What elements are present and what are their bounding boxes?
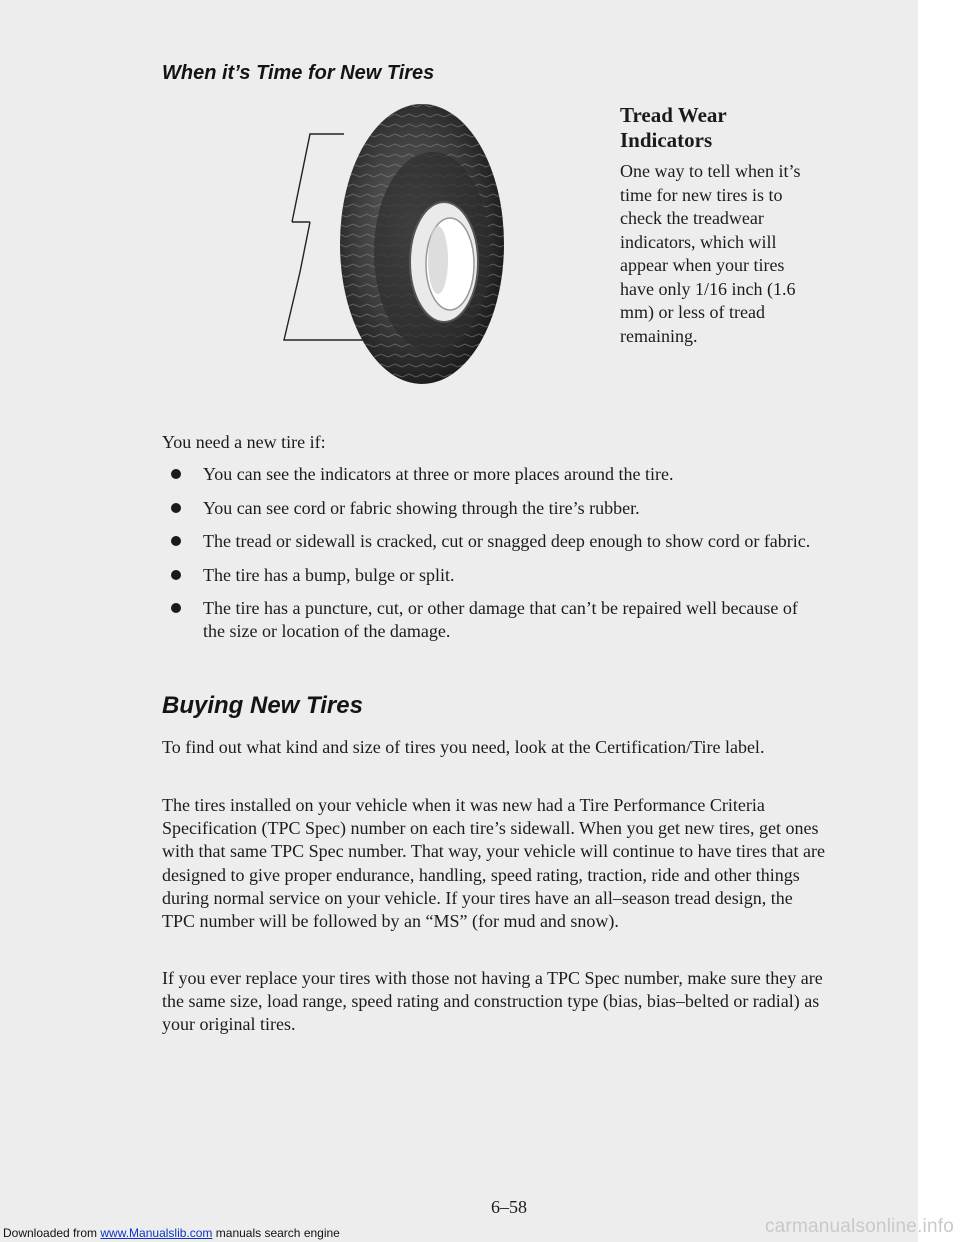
list-item: [162, 497, 822, 520]
new-tire-conditions-list: [162, 463, 822, 654]
bullet-icon: [171, 469, 181, 479]
manualslib-link[interactable]: www.Manualslib.com: [100, 1226, 213, 1240]
indicator-line: [292, 134, 344, 222]
tread-wear-heading: Tread Wear Indicators: [620, 103, 727, 152]
tread-wear-text: One way to tell when it’s time for new tires is to check the treadwear indicators, which will appear when your tires have only 1/16 inch (1.6 mm) or less of tread remaining.: [620, 161, 801, 346]
page-number: 6–58: [491, 1197, 527, 1217]
download-footer: [3, 1226, 340, 1240]
bullet-icon: [171, 570, 181, 580]
bullet-icon: [171, 536, 181, 546]
list-item: [162, 530, 822, 553]
list-item-text: You can see cord or fabric showing through the tire’s rubber.: [203, 497, 640, 518]
list-item: [162, 564, 822, 587]
buying-new-tires-heading: Buying New Tires: [162, 692, 363, 719]
intro-text: You need a new tire if:: [162, 432, 326, 452]
indicator-line: [300, 222, 310, 272]
tire-illustration: [262, 92, 512, 392]
list-item: [162, 597, 822, 643]
footer-prefix: Downloaded from: [3, 1226, 101, 1240]
paragraph: To find out what kind and size of tires you need, look at the Certification/Tire label.: [162, 737, 765, 757]
footer-suffix: manuals search engine: [212, 1226, 340, 1240]
list-item-text: The tire has a bump, bulge or split.: [203, 564, 455, 585]
list-item-text: The tire has a puncture, cut, or other damage that can’t be repaired well because of the size or location of the damage.: [203, 598, 798, 641]
list-item: [162, 463, 822, 486]
watermark: carmanualsonline.info: [764, 1216, 954, 1237]
bullet-icon: [171, 603, 181, 613]
tire-image: [262, 92, 512, 392]
list-item-text: You can see the indicators at three or more places around the tire.: [203, 464, 674, 484]
paragraph: The tires installed on your vehicle when it was new had a Tire Performance Criteria Specification (TPC Spec) number on each tire’s sidewall. When you get new tires, get ones with that same TPC Spec number. That way, your vehicle will continue to have tires that are designed to give proper endurance, handling, speed rating, traction, ride and other things during normal service on your vehicle. If your tires have an all–season tread design, the TPC number will be followed by an “MS” (for mud and snow).: [162, 795, 826, 932]
section-heading: When it’s Time for New Tires: [162, 62, 435, 84]
list-item-text: The tread or sidewall is cracked, cut or snagged deep enough to show cord or fabric.: [203, 531, 811, 551]
paragraph: If you ever replace your tires with those not having a TPC Spec number, make sure they are the same size, load range, speed rating and construction type (bias, bias–belted or radial) as your original tires.: [162, 968, 823, 1035]
bullet-icon: [171, 503, 181, 513]
